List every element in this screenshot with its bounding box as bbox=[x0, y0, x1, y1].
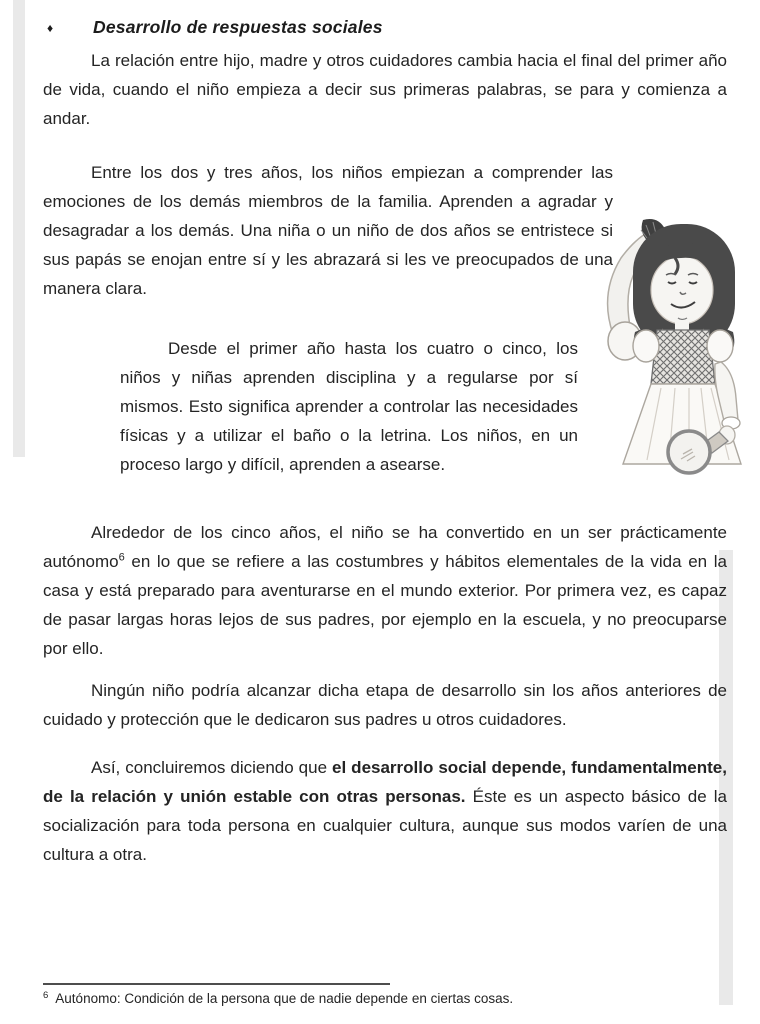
paragraph-conclusion-bold: el desarrollo social depende, fundamentalmente, de la relación y unión estable con otras personas. bbox=[43, 758, 727, 806]
girl-combing-illustration bbox=[583, 212, 760, 478]
footnote-separator bbox=[43, 983, 390, 985]
diamond-bullet-icon: ♦ bbox=[47, 21, 54, 35]
paragraph-conclusion-post: Éste es un aspecto básico de la socialización para toda persona en cualquier cultura, aunque sus modos varíen de una cultura a otra. bbox=[43, 787, 728, 864]
paragraph-relacion: La relación entre hijo, madre y otros cuidadores cambia hacia el final del primer año de vida, cuando el niño empieza a decir sus primeras palabras, se para y comienza a andar. bbox=[43, 51, 727, 128]
paragraph-disciplina: Desde el primer año hasta los cuatro o cinco, los niños y niñas aprenden disciplina y a regularse por sí mismos. Esto significa aprender a controlar las necesidades físicas y a utilizar el baño o la letrina. Los niños, en un proceso largo y difícil, aprenden a asearse. bbox=[120, 339, 578, 474]
paragraph-autonomia-pre: Alrededor de los cinco años, el niño se ha convertido en un ser prácticamente autónomo bbox=[43, 523, 727, 571]
footnote-text: Autónomo: Condición de la persona que de nadie depende en ciertas cosas. bbox=[55, 991, 514, 1006]
paragraph-cuidado: Ningún niño podría alcanzar dicha etapa de desarrollo sin los años anteriores de cuidado y protección que le dedicaron sus padres u otros cuidadores. bbox=[43, 681, 727, 729]
paragraph-emociones: Entre los dos y tres años, los niños empiezan a comprender las emociones de los demás miembros de la familia. Aprenden a agradar y desagradar a los demás. Una niña o un niño de dos años se entristece si sus papás se enojan entre sí y les abrazará si les ve preocupados de una manera clara. bbox=[43, 163, 613, 298]
paragraph-autonomia-post: en lo que se refiere a las costumbres y hábitos elementales de la vida en la casa y está preparado para aventurarse en el mundo exterior. Por primera vez, es capaz de pasar largas horas lejos de sus padres, por ejemplo en la escuela, y no preocuparse por ello. bbox=[43, 552, 727, 658]
left-scan-shadow bbox=[13, 0, 25, 457]
footnote-reference-6: 6 bbox=[118, 551, 125, 564]
paragraph-autonomia bbox=[43, 518, 727, 663]
paragraph-conclusion bbox=[43, 753, 727, 869]
footnote bbox=[43, 990, 703, 1008]
section-title: Desarrollo de respuestas sociales bbox=[93, 17, 383, 37]
footnote-marker: 6 bbox=[43, 989, 49, 1001]
paragraph-conclusion-pre: Así, concluiremos diciendo que bbox=[91, 758, 333, 777]
